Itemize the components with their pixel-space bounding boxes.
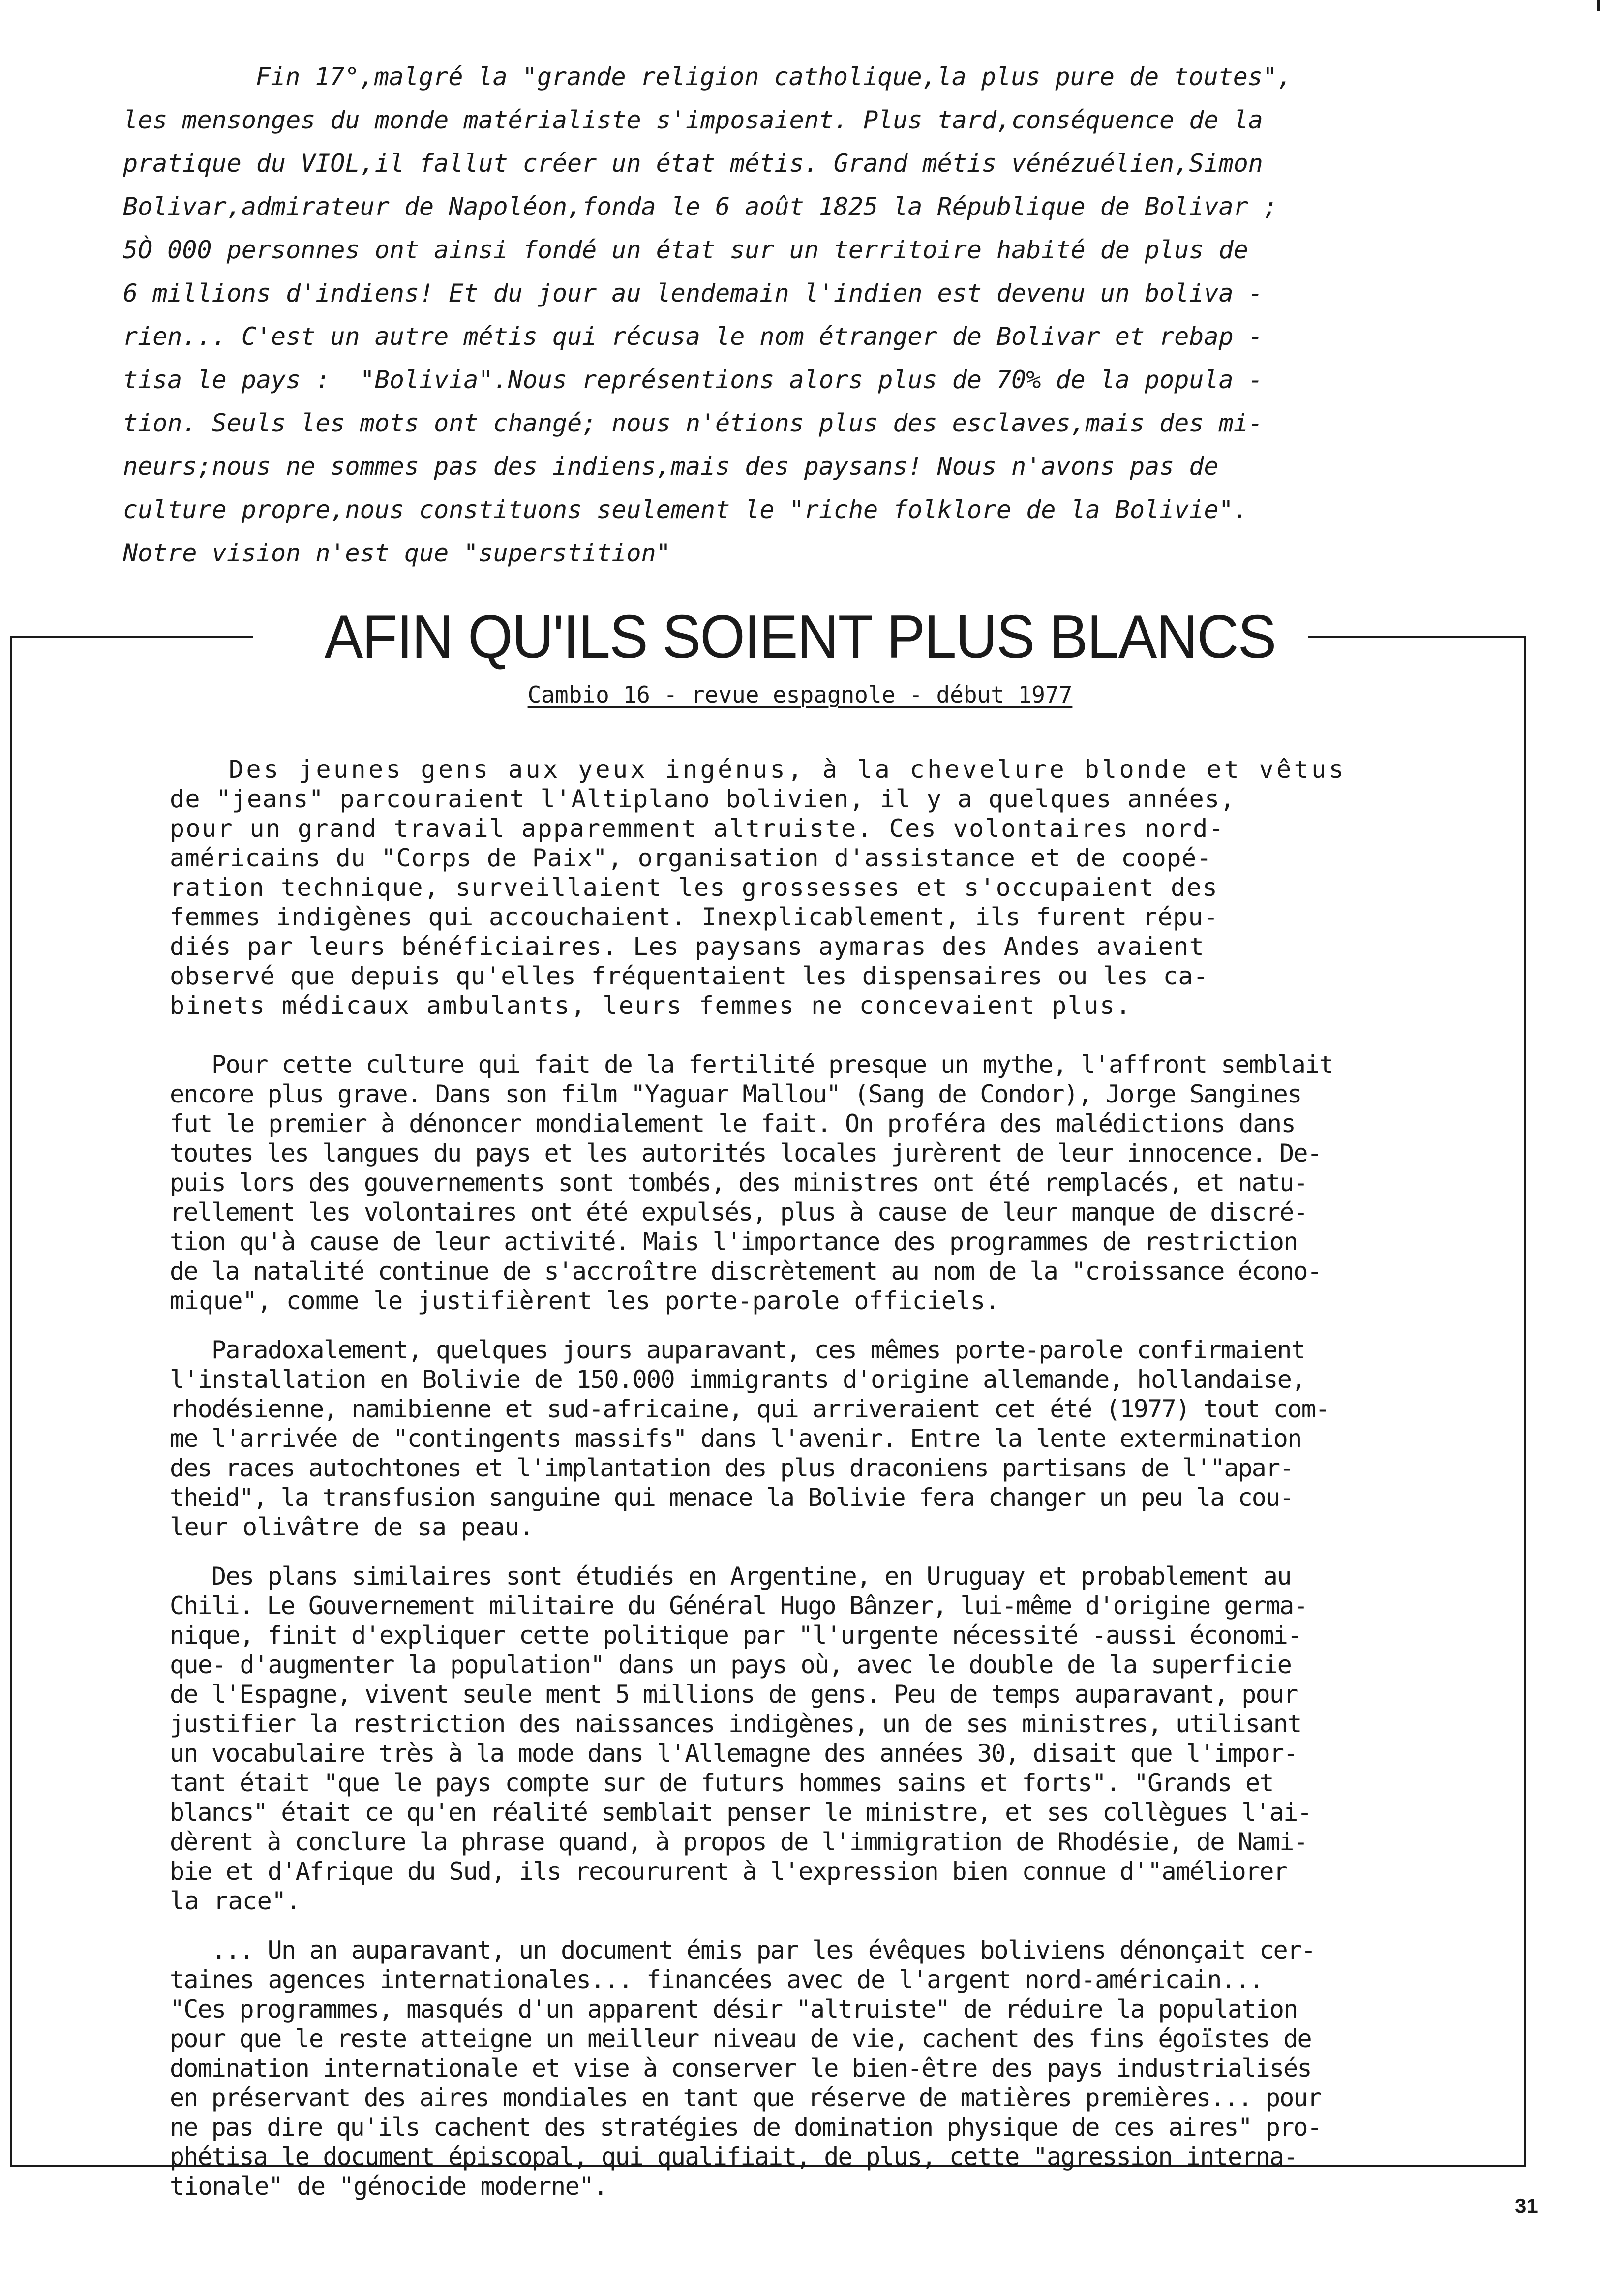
article-line: ne pas dire qu'ils cachent des stratégies de domination physique de ces aires" pro- (170, 2113, 1321, 2142)
article-line: l'installation en Bolivie de 150.000 immigrants d'origine allemande, hollandaise, (170, 1365, 1305, 1394)
article-line: de l'Espagne, vivent seule ment 5 millions de gens. Peu de temps auparavant, pour (170, 1680, 1298, 1709)
intro-line: 5Ò 000 personnes ont ainsi fondé un état sur un territoire habité de plus de (123, 236, 1248, 264)
article-line: nique, finit d'expliquer cette politique par "l'urgente nécessité -aussi économi- (170, 1621, 1301, 1650)
intro-line: pratique du VIOL,il fallut créer un état métis. Grand métis vénézuélien,Simon (123, 149, 1263, 178)
intro-line: Bolivar,admirateur de Napoléon,fonda le 6 août 1825 la République de Bolivar ; (123, 192, 1278, 221)
article-line: tion qu'à cause de leur activité. Mais l'importance des programmes de restriction (170, 1227, 1298, 1256)
article-source (0, 680, 1600, 709)
intro-line: 6 millions d'indiens! Et du jour au lendemain l'indien est devenu un boliva - (123, 279, 1263, 307)
article-line: ration technique, surveillaient les grossesses et s'occupaient des (170, 873, 1218, 902)
article-line: justifier la restriction des naissances indigènes, un de ses ministres, utilisant (170, 1710, 1301, 1738)
article-line: leur olivâtre de sa peau. (170, 1513, 534, 1541)
article-title: AFIN QU'ILS SOIENT PLUS BLANCS (324, 603, 1276, 671)
article-line: la race". (170, 1887, 301, 1915)
intro-line: Fin 17°,malgré la "grande religion catholique,la plus pure de toutes", (256, 62, 1293, 91)
article-line: ... Un an auparavant, un document émis par les évêques boliviens dénonçait cer- (211, 1936, 1315, 1964)
edge-mark (1597, 0, 1600, 11)
article-line: fut le premier à dénoncer mondialement le fait. On proféra des malédictions dans (170, 1109, 1296, 1138)
article-line: phétisa le document épiscopal, qui qualifiait, de plus, cette "agression interna- (170, 2143, 1298, 2171)
article-source-text: Cambio 16 - revue espagnole - début 1977 (527, 681, 1073, 708)
article-line: mique", comme le justifièrent les porte-parole officiels. (170, 1286, 1000, 1315)
page-number: 31 (1515, 2194, 1538, 2217)
article-line: Des plans similaires sont étudiés en Argentine, en Uruguay et probablement au (211, 1562, 1291, 1591)
article-line: de "jeans" parcouraient l'Altiplano bolivien, il y a quelques années, (170, 785, 1236, 813)
intro-line: culture propre,nous constituons seulement le "riche folklore de la Bolivie". (123, 495, 1248, 524)
article-line: en préservant des aires mondiales en tant que réserve de matières premières... pour (170, 2083, 1321, 2112)
article-line: Des jeunes gens aux yeux ingénus, à la chevelure blonde et vêtus (229, 755, 1347, 784)
article-line: rellement les volontaires ont été expulsés, plus à cause de leur manque de discré- (170, 1198, 1307, 1226)
article-line: taines agences internationales... financées avec de l'argent nord-américain... (170, 1965, 1264, 1994)
article-line: pour un grand travail apparemment altruiste. Ces volontaires nord- (170, 814, 1225, 843)
article-line: domination internationale et vise à conserver le bien-être des pays industrialisés (170, 2054, 1311, 2082)
article-line: pour que le reste atteigne un meilleur niveau de vie, cachent des fins égoïstes de (170, 2024, 1311, 2053)
article-line: américains du "Corps de Paix", organisation d'assistance et de coopé- (170, 844, 1212, 872)
intro-line: tisa le pays : "Bolivia".Nous représentions alors plus de 70% de la popula - (123, 366, 1263, 394)
intro-line: rien... C'est un autre métis qui récusa le nom étranger de Bolivar et rebap - (123, 322, 1263, 351)
article-line: femmes indigènes qui accouchaient. Inexplicablement, ils furent répu- (170, 903, 1219, 931)
article-line: dèrent à conclure la phrase quand, à propos de l'immigration de Rhodésie, de Nami- (170, 1828, 1307, 1856)
article-line: Pour cette culture qui fait de la fertilité presque un mythe, l'affront semblait (211, 1050, 1333, 1079)
intro-line: tion. Seuls les mots ont changé; nous n'étions plus des esclaves,mais des mi- (123, 409, 1263, 437)
article-line: binets médicaux ambulants, leurs femmes ne concevaient plus. (170, 991, 1132, 1020)
article-line: "Ces programmes, masqués d'un apparent désir "altruiste" de réduire la population (170, 1995, 1298, 2023)
intro-line: Notre vision n'est que "superstition" (123, 539, 671, 567)
article-line: un vocabulaire très à la mode dans l'Allemagne des années 30, disait que l'impor- (170, 1739, 1298, 1768)
article-line: puis lors des gouvernements sont tombés, des ministres ont été remplacés, et natu- (170, 1168, 1307, 1197)
article-line: des races autochtones et l'implantation des plus draconiens partisans de l'"apar- (170, 1454, 1294, 1482)
article-line: diés par leurs bénéficiaires. Les paysans aymaras des Andes avaient (170, 932, 1205, 961)
article-line: de la natalité continue de s'accroître discrètement au nom de la "croissance écono- (170, 1257, 1321, 1286)
article-line: rhodésienne, namibienne et sud-africaine, qui arriveraient cet été (1977) tout com- (170, 1395, 1329, 1423)
article-line: tant était "que le pays compte sur de futurs hommes sains et forts". "Grands et (170, 1769, 1273, 1797)
article-line: tionale" de "génocide moderne". (170, 2172, 607, 2201)
article-line: Paradoxalement, quelques jours auparavant, ces mêmes porte-parole confirmaient (211, 1336, 1305, 1364)
article-line: toutes les langues du pays et les autorités locales jurèrent de leur innocence. De- (170, 1139, 1321, 1167)
article-line: que- d'augmenter la population" dans un pays où, avec le double de la superficie (170, 1651, 1292, 1679)
article-line: encore plus grave. Dans son film "Yaguar Mallou" (Sang de Condor), Jorge Sangines (170, 1080, 1301, 1108)
article-line: Chili. Le Gouvernement militaire du Général Hugo Bânzer, lui-même d'origine germa- (170, 1592, 1307, 1620)
article-line: me l'arrivée de "contingents massifs" dans l'avenir. Entre la lente extermination (170, 1424, 1301, 1453)
article-line: theid", la transfusion sanguine qui menace la Bolivie fera changer un peu la cou- (170, 1483, 1294, 1512)
intro-line: neurs;nous ne sommes pas des indiens,mais des paysans! Nous n'avons pas de (123, 452, 1219, 481)
article-line: observé que depuis qu'elles fréquentaient les dispensaires ou les ca- (170, 962, 1208, 990)
intro-line: les mensonges du monde matérialiste s'imposaient. Plus tard,conséquence de la (123, 106, 1263, 134)
article-line: bie et d'Afrique du Sud, ils recoururent à l'expression bien connue d'"améliorer (170, 1857, 1288, 1886)
article-line: blancs" était ce qu'en réalité semblait penser le ministre, et ses collègues l'ai- (170, 1798, 1311, 1827)
